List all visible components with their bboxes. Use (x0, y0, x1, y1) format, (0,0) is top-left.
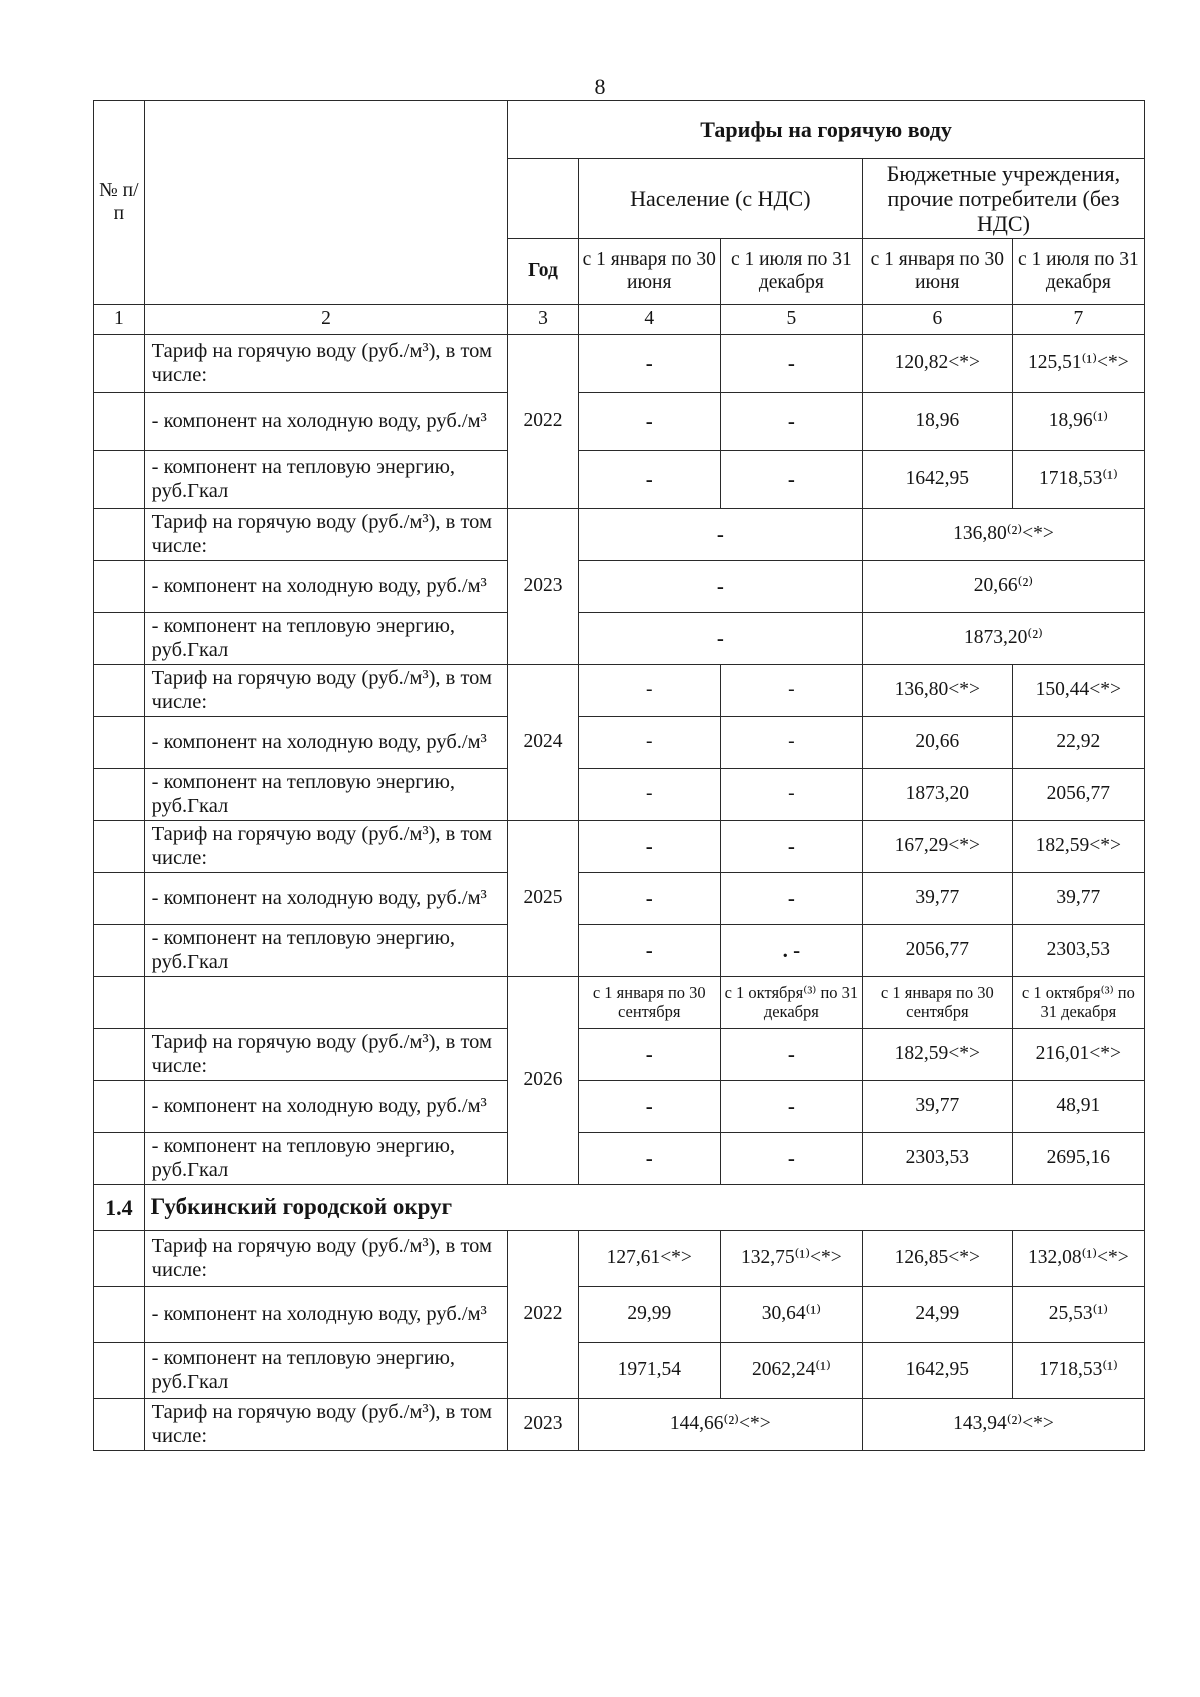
table-row: - компонент на холодную воду, руб./м³ - - 20,66 22,92 (94, 717, 1145, 769)
row-label: - компонент на холодную воду, руб./м³ (144, 1081, 508, 1133)
table-row: - компонент на тепловую энергию, руб.Гкал - - 1873,20 2056,77 (94, 769, 1145, 821)
header-row-1 (94, 101, 1145, 159)
table-row: - компонент на холодную воду, руб./м³ - - 39,77 39,77 (94, 873, 1145, 925)
table-row: - компонент на тепловую энергию, руб.Гкал - 1873,20⁽²⁾ (94, 613, 1145, 665)
row-label: Тариф на горячую воду (руб./м³), в том числе: (144, 1029, 508, 1081)
region-row (94, 1185, 1145, 1231)
row-label: - компонент на тепловую энергию, руб.Гкал (144, 451, 508, 509)
period-header-1: с 1 января по 30 июня (578, 239, 720, 305)
row-label: - компонент на тепловую энергию, руб.Гкал (144, 1343, 508, 1399)
table-row (94, 977, 1145, 1029)
col-number: 1 (94, 305, 145, 335)
table-row: Тариф на горячую воду (руб./м³), в том числе: 2023 - 136,80⁽²⁾<*> (94, 509, 1145, 561)
column-numbers-row (94, 305, 1145, 335)
period-2026: с 1 октября⁽³⁾ по 31 декабря (720, 977, 862, 1029)
table-row: Тариф на горячую воду (руб./м³), в том числе: - - 182,59<*> 216,01<*> (94, 1029, 1145, 1081)
table-row: - компонент на холодную воду, руб./м³ 29,99 30,64⁽¹⁾ 24,99 25,53⁽¹⁾ (94, 1287, 1145, 1343)
year-cell: 2025 (508, 821, 579, 977)
row-label: Тариф на горячую воду (руб./м³), в том числе: (144, 821, 508, 873)
region-name: Губкинский городской округ (144, 1185, 1144, 1231)
row-label: - компонент на холодную воду, руб./м³ (144, 717, 508, 769)
table-row: - компонент на холодную воду, руб./м³ - - 18,96 18,96⁽¹⁾ (94, 393, 1145, 451)
year-cell: 2023 (508, 1399, 579, 1451)
row-label: Тариф на горячую воду (руб./м³), в том числе: (144, 665, 508, 717)
table-row: - компонент на тепловую энергию, руб.Гкал 1971,54 2062,24⁽¹⁾ 1642,95 1718,53⁽¹⁾ (94, 1343, 1145, 1399)
row-label: Тариф на горячую воду (руб./м³), в том числе: (144, 509, 508, 561)
col-number: 6 (862, 305, 1012, 335)
year-cell: 2023 (508, 509, 579, 665)
row-label: Тариф на горячую воду (руб./м³), в том числе: (144, 1399, 508, 1451)
table-row: Тариф на горячую воду (руб./м³), в том числе: 2025 - - 167,29<*> 182,59<*> (94, 821, 1145, 873)
row-label: - компонент на тепловую энергию, руб.Гкал (144, 769, 508, 821)
row-label: - компонент на тепловую энергию, руб.Гкал (144, 925, 508, 977)
period-2026: с 1 октября⁽³⁾ по 31 декабря (1012, 977, 1144, 1029)
row-label: - компонент на тепловую энергию, руб.Гкал (144, 1133, 508, 1185)
table-row: - компонент на тепловую энергию, руб.Гкал - - 2303,53 2695,16 (94, 1133, 1145, 1185)
year-cell: 2022 (508, 335, 579, 509)
row-label: Тариф на горячую воду (руб./м³), в том числе: (144, 335, 508, 393)
row-label: - компонент на холодную воду, руб./м³ (144, 561, 508, 613)
table-row: Тариф на горячую воду (руб./м³), в том числе: 2022 127,61<*> 132,75⁽¹⁾<*> 126,85<*> 132,08⁽¹⁾<*> (94, 1231, 1145, 1287)
col-number: 4 (578, 305, 720, 335)
period-header-4: с 1 июля по 31 декабря (1012, 239, 1144, 305)
year-cell: 2026 (508, 977, 579, 1185)
row-label: - компонент на холодную воду, руб./м³ (144, 393, 508, 451)
year-spacer (508, 159, 579, 239)
row-label: - компонент на холодную воду, руб./м³ (144, 1287, 508, 1343)
year-cell: 2022 (508, 1231, 579, 1399)
population-header: Население (с НДС) (578, 159, 862, 239)
num-column-header: № п/п (94, 101, 145, 305)
row-label: Тариф на горячую воду (руб./м³), в том числе: (144, 1231, 508, 1287)
row-label: - компонент на холодную воду, руб./м³ (144, 873, 508, 925)
main-title: Тарифы на горячую воду (508, 101, 1145, 159)
table-row: - компонент на тепловую энергию, руб.Гкал - . - 2056,77 2303,53 (94, 925, 1145, 977)
row-label: - компонент на тепловую энергию, руб.Гкал (144, 613, 508, 665)
table-row: - компонент на тепловую энергию, руб.Гкал - - 1642,95 1718,53⁽¹⁾ (94, 451, 1145, 509)
col-number: 5 (720, 305, 862, 335)
table-row: Тариф на горячую воду (руб./м³), в том числе: 2024 - - 136,80<*> 150,44<*> (94, 665, 1145, 717)
table-row: - компонент на холодную воду, руб./м³ - - 39,77 48,91 (94, 1081, 1145, 1133)
year-header: Год (508, 239, 579, 305)
budget-header: Бюджетные учреждения, прочие потребители (без НДС) (862, 159, 1144, 239)
col-number: 2 (144, 305, 508, 335)
table-row: Тариф на горячую воду (руб./м³), в том числе: 2023 144,66⁽²⁾<*> 143,94⁽²⁾<*> (94, 1399, 1145, 1451)
region-number: 1.4 (94, 1185, 145, 1231)
hot-water-tariffs-table (93, 100, 1145, 1451)
table-row: - компонент на холодную воду, руб./м³ - 20,66⁽²⁾ (94, 561, 1145, 613)
page-number: 8 (594, 74, 606, 99)
period-header-3: с 1 января по 30 июня (862, 239, 1012, 305)
period-2026: с 1 января по 30 сентября (578, 977, 720, 1029)
table-row: Тариф на горячую воду (руб./м³), в том числе: 2022 - - 120,82<*> 125,51⁽¹⁾<*> (94, 335, 1145, 393)
period-header-2: с 1 июля по 31 декабря (720, 239, 862, 305)
year-cell: 2024 (508, 665, 579, 821)
period-2026: с 1 января по 30 сентября (862, 977, 1012, 1029)
col-number: 7 (1012, 305, 1144, 335)
col-number: 3 (508, 305, 579, 335)
label-column-header (144, 101, 508, 305)
